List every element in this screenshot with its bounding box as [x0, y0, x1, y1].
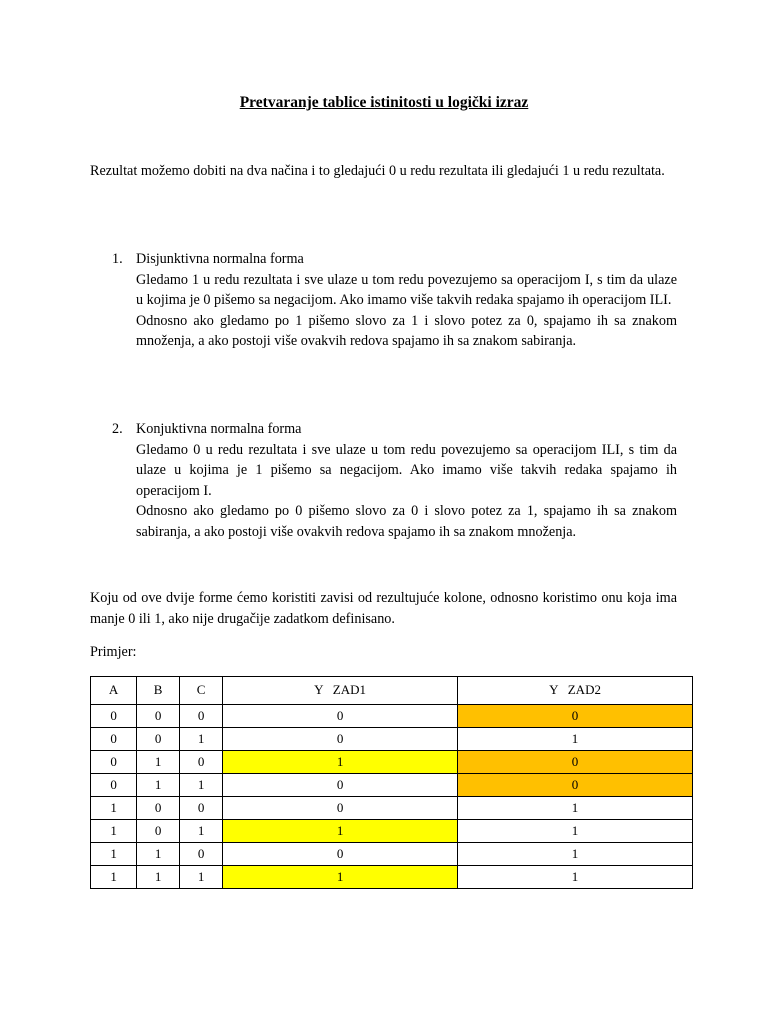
table-cell-highlighted: 1: [223, 866, 458, 889]
table-row: [91, 866, 693, 889]
table-cell: 1: [91, 843, 137, 866]
example-label: Primjer:: [90, 644, 137, 660]
table-row: [91, 797, 693, 820]
table-cell: 1: [458, 820, 693, 843]
table-cell: 0: [91, 728, 137, 751]
table-cell: 0: [137, 797, 180, 820]
table-cell: 0: [91, 705, 137, 728]
table-cell: 0: [223, 843, 458, 866]
table-header-cell: A: [91, 677, 137, 705]
table-row: [91, 705, 693, 728]
table-cell: 0: [223, 728, 458, 751]
table-cell: 1: [180, 774, 223, 797]
truth-table: [90, 676, 693, 889]
table-cell: 1: [180, 728, 223, 751]
table-cell: 1: [137, 843, 180, 866]
table-cell: 0: [91, 751, 137, 774]
table-row: [91, 728, 693, 751]
table-cell: 0: [180, 751, 223, 774]
table-cell: 1: [458, 843, 693, 866]
table-cell: 1: [91, 797, 137, 820]
table-cell: 0: [180, 705, 223, 728]
table-cell: 0: [223, 797, 458, 820]
table-cell: 0: [91, 774, 137, 797]
table-cell: 1: [458, 728, 693, 751]
table-cell: 0: [223, 774, 458, 797]
list-item-conjunctive: [90, 419, 677, 542]
table-row: [91, 843, 693, 866]
table-cell: 0: [223, 705, 458, 728]
table-cell: 1: [137, 751, 180, 774]
list-number: 2.: [112, 421, 123, 437]
table-cell: 1: [180, 820, 223, 843]
table-cell: 0: [180, 797, 223, 820]
table-cell: 1: [180, 866, 223, 889]
table-header-cell: B: [137, 677, 180, 705]
intro-paragraph: Rezultat možemo dobiti na dva načina i to gledajući 0 u redu rezultata ili gledajući 1 u redu rezultata.: [90, 163, 665, 179]
table-cell-highlighted: 1: [223, 751, 458, 774]
table-cell: 1: [91, 866, 137, 889]
table-header-cell: C: [180, 677, 223, 705]
list-heading: Disjunktivna normalna forma: [136, 251, 304, 267]
conclusion-paragraph: Koju od ove dvije forme ćemo koristiti zavisi od rezultujuće kolone, odnosno koristimo onu koja ima manje 0 ili 1, ako nije drugačije zadatkom definisano.: [90, 590, 677, 627]
table-row: [91, 774, 693, 797]
list-paragraph: Odnosno ako gledamo po 1 pišemo slovo za 1 i slovo potez za 0, spajamo ih sa znakom množenja, a ako postoji više ovakvih redova spajamo ih sa znakom sabiranja.: [136, 312, 677, 349]
table-cell: 0: [137, 820, 180, 843]
table-cell-highlighted: 0: [458, 774, 693, 797]
list-item-disjunctive: [90, 249, 677, 352]
list-paragraph: Odnosno ako gledamo po 0 pišemo slovo za 0 i slovo potez za 1, spajamo ih sa znakom sabiranja, a ako postoji više ovakvih redova spajamo ih sa znakom množenja.: [136, 503, 677, 540]
table-row: [91, 820, 693, 843]
list-number: 1.: [112, 251, 123, 267]
table-cell: 0: [137, 728, 180, 751]
table-cell: 1: [458, 797, 693, 820]
list-paragraph: Gledamo 1 u redu rezultata i sve ulaze u tom redu povezujemo sa operacijom I, s tim da ulaze u kojima je 0 pišemo sa negacijom. Ako imamo više takvih redaka spajamo ih operacijom ILI.: [136, 271, 677, 308]
table-cell: 1: [137, 774, 180, 797]
document-title: Pretvaranje tablice istinitosti u logički izraz: [239, 94, 529, 111]
table-cell: 1: [91, 820, 137, 843]
table-cell: 0: [180, 843, 223, 866]
list-paragraph: Gledamo 0 u redu rezultata i sve ulaze u tom redu povezujemo sa operacijom ILI, s tim da ulaze u kojima je 1 pišemo sa negacijom. Ako imamo više takvih redaka spajamo ih operacijom I.: [136, 441, 677, 499]
table-header-cell: Y ZAD1: [223, 677, 458, 705]
table-cell: 1: [458, 866, 693, 889]
table-cell-highlighted: 0: [458, 751, 693, 774]
table-cell-highlighted: 0: [458, 705, 693, 728]
table-header-row: [91, 677, 693, 705]
table-header-cell: Y ZAD2: [458, 677, 693, 705]
table-cell: 1: [137, 866, 180, 889]
table-cell: 0: [137, 705, 180, 728]
table-cell-highlighted: 1: [223, 820, 458, 843]
table-row: [91, 751, 693, 774]
list-heading: Konjuktivna normalna forma: [136, 421, 302, 437]
